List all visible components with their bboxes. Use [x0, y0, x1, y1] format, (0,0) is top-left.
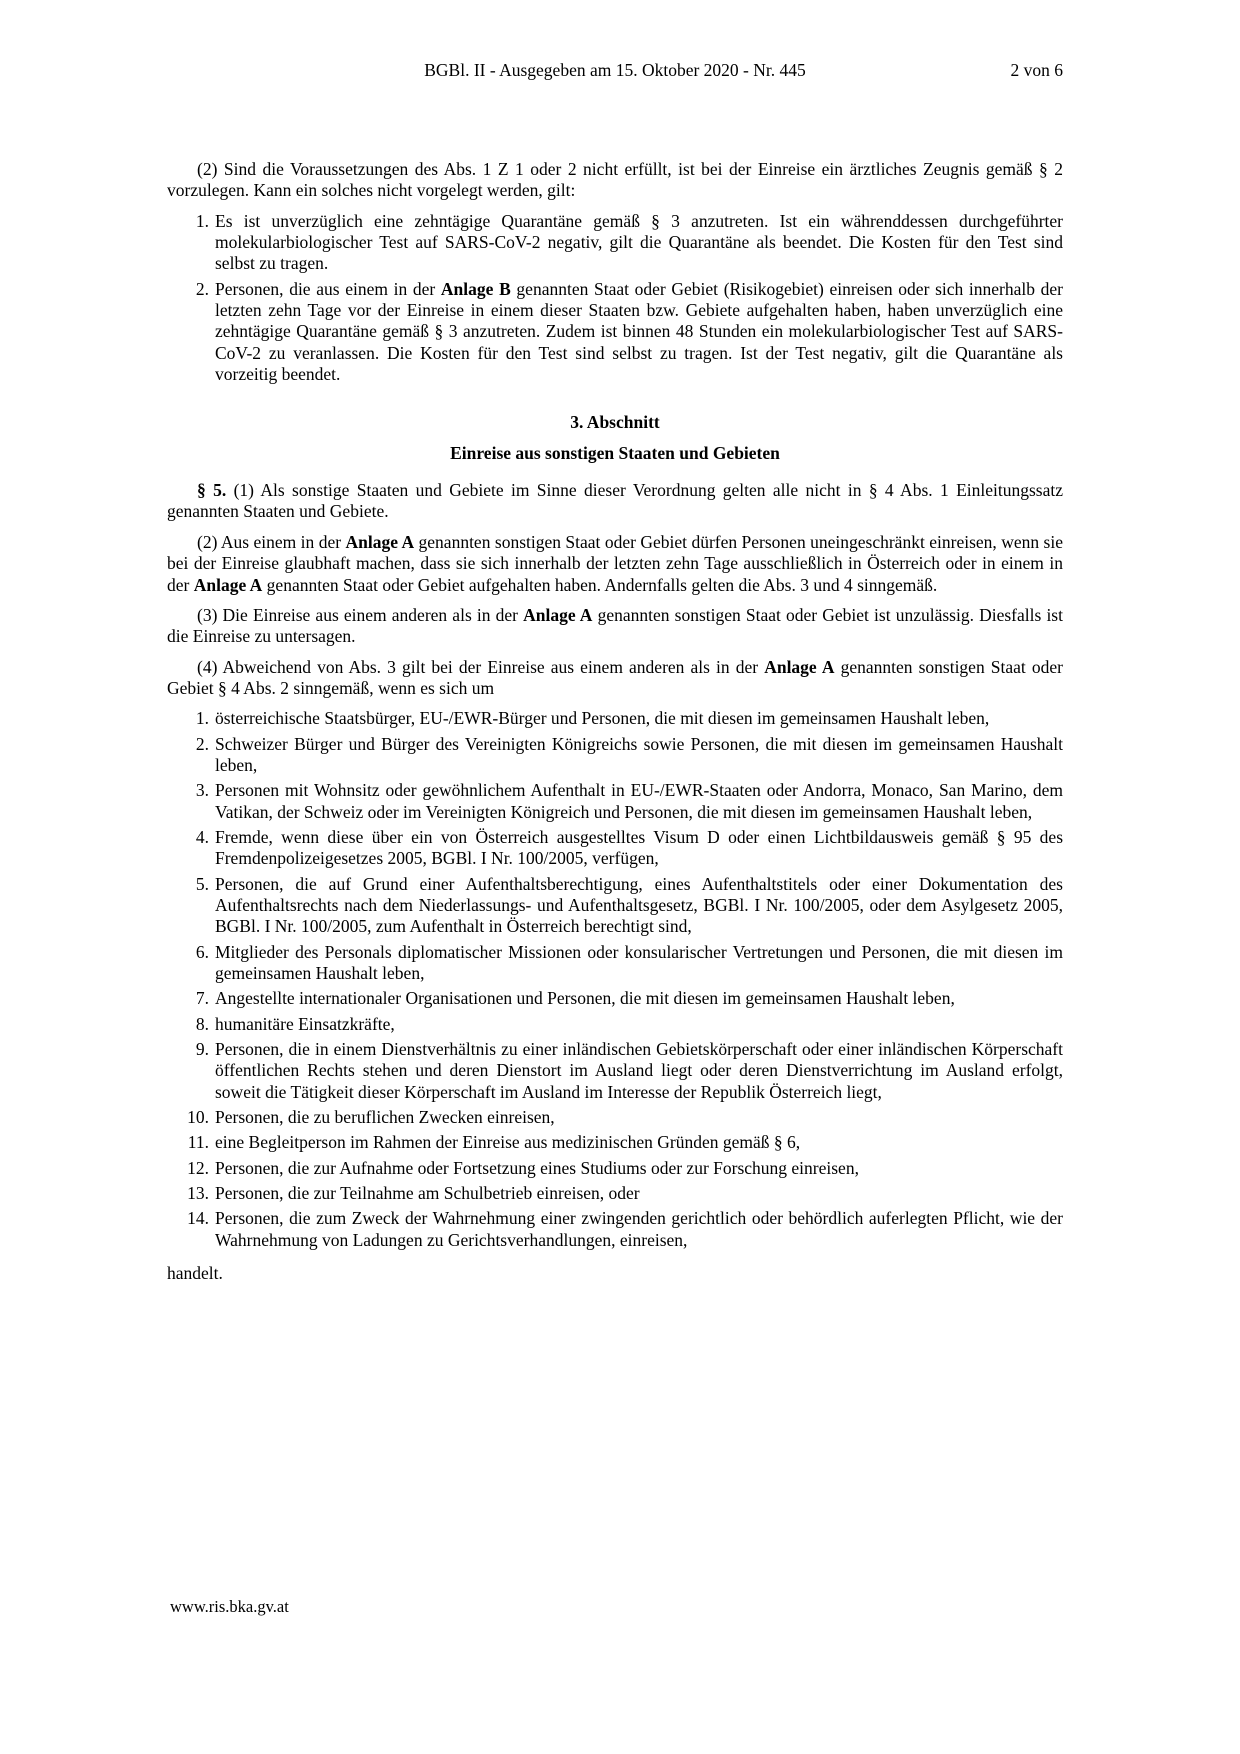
text-run: eine Begleitperson im Rahmen der Einreise aus medizinischen Gründen gemäß § 6,: [215, 1132, 801, 1153]
text-run: Personen, die in einem Dienstverhältnis zu einer inländischen Gebietskörperschaft oder einer inländischen Körperschaft öffentlichen Rechts stehen und deren Dienstort im Ausland liegt oder deren Dienstverrichtung im Ausland erfolgt, soweit die Tätigkeit dieser Körperschaft im Ausland im Interesse der Republik Österreich liegt,: [215, 1039, 1063, 1102]
list-item-number: 5.: [195, 873, 209, 894]
list-item-number: 2.: [195, 733, 209, 754]
text-run: (3) Die Einreise aus einem anderen als in der: [197, 604, 524, 625]
text-run: Personen, die zu beruflichen Zwecken einreisen,: [215, 1107, 555, 1128]
bold-text-run: Anlage A: [193, 574, 263, 595]
text-run: genannten sonstigen Staat oder Gebiet dürfen Personen uneingeschränkt einreisen, wenn sie bei der Einreise glaubhaft machen, dass sie sich innerhalb der letzten zehn Tage ausschließlich in Österreich oder in einem in der: [167, 531, 1063, 595]
bold-text-run: Anlage B: [440, 278, 511, 299]
list-item: [167, 942, 1063, 985]
list-item: [167, 211, 1063, 275]
text-run: genannten Staat oder Gebiet aufgehalten haben. Andernfalls gelten die Abs. 3 und 4 sinngemäß.: [262, 574, 938, 595]
text-run: österreichische Staatsbürger, EU-/EWR-Bürger und Personen, die mit diesen im gemeinsamen Haushalt leben,: [215, 708, 990, 729]
page-number-indicator: 2 von 6: [1010, 60, 1063, 80]
list-item-text: [215, 827, 1063, 870]
text-run: genannten sonstigen Staat oder Gebiet § 4 Abs. 2 sinngemäß, wenn es sich um: [167, 656, 1063, 698]
list-item-text: [215, 1183, 1063, 1204]
bold-text-run: § 5.: [197, 480, 227, 501]
list-item: [167, 1158, 1063, 1179]
list-item-text: [215, 1014, 1063, 1035]
text-run: Angestellte internationaler Organisationen und Personen, die mit diesen im gemeinsamen Haushalt leben,: [215, 988, 955, 1009]
text-run: Fremde, wenn diese über ein von Österreich ausgestelltes Visum D oder einen Lichtbildausweis gemäß § 95 des Fremdenpolizeigesetzes 2005, BGBl. I Nr. 100/2005, verfügen,: [215, 826, 1063, 869]
ordered-list: [167, 708, 1063, 1251]
footer-url: www.ris.bka.gv.at: [170, 1597, 289, 1616]
list-item: [167, 1208, 1063, 1251]
list-item: [167, 708, 1063, 729]
list-item: [167, 1107, 1063, 1128]
text-run: (1) Als sonstige Staaten und Gebiete im Sinne dieser Verordnung gelten alle nicht in § 4 Abs. 1 Einleitungssatz genannten Staaten und Gebiete.: [167, 480, 1063, 522]
page-header: [167, 60, 1063, 84]
bold-text-run: Anlage A: [523, 604, 593, 625]
text-run: genannten Staat oder Gebiet (Risikogebiet) einreisen oder sich innerhalb der letzten zehn Tage vor der Einreise in einem dieser Staaten bzw. Gebiete aufgehalten haben, haben unverzüglich eine zehntägige Quarantäne gemäß § 3 anzutreten. Zudem ist binnen 48 Stunden ein molekularbiologischer Test auf SARS-CoV-2 zu veranlassen. Die Kosten für den Test sind selbst zu tragen. Ist der Test negativ, gilt die Quarantäne als vorzeitig beendet.: [215, 278, 1064, 385]
paragraph: [167, 159, 1063, 202]
list-item-number: 9.: [195, 1039, 209, 1060]
list-item-text: [215, 1132, 1063, 1153]
section-number-heading: 3. Abschnitt: [570, 412, 660, 433]
list-item: [167, 988, 1063, 1009]
list-item-number: 1.: [195, 210, 209, 231]
paragraph: [167, 605, 1063, 648]
list-item-text: [215, 874, 1063, 938]
list-item-text: [215, 1208, 1063, 1251]
list-item-number: 6.: [195, 941, 209, 962]
closing-word: [167, 1263, 1063, 1284]
list-item: [167, 827, 1063, 870]
list-item-text: [215, 1039, 1063, 1103]
page-footer: [170, 1597, 289, 1617]
list-item-text: [215, 988, 1063, 1009]
text-run: Personen mit Wohnsitz oder gewöhnlichem Aufenthalt in EU-/EWR-Staaten oder Andorra, Monaco, San Marino, dem Vatikan, der Schweiz oder im Vereinigten Königreich und Personen, die mit diesen im gemeinsamen Haushalt leben,: [215, 780, 1063, 822]
text-run: genannten sonstigen Staat oder Gebiet ist unzulässig. Diesfalls ist die Einreise zu untersagen.: [167, 604, 1063, 647]
list-item-text: [215, 1107, 1063, 1128]
list-item-text: [215, 780, 1063, 823]
text-run: (2) Sind die Voraussetzungen des Abs. 1 Z 1 oder 2 nicht erfüllt, ist bei der Einreise ein ärztliches Zeugnis gemäß § 2 vorzulegen. Kann ein solches nicht vorgelegt werden, gilt:: [167, 159, 1063, 201]
text-run: Personen, die auf Grund einer Aufenthaltsberechtigung, eines Aufenthaltstitels oder einer Dokumentation des Aufenthaltsrechts nach dem Niederlassungs- und Aufenthaltsgesetz, BGBl. I Nr. 100/2005, oder dem Asylgesetz 2005, BGBl. I Nr. 100/2005, zum Aufenthalt in Österreich berechtigt sind,: [215, 873, 1063, 937]
list-item-text: [215, 211, 1063, 275]
list-item: [167, 1132, 1063, 1153]
list-item-number: 12.: [187, 1157, 209, 1178]
list-item: [167, 734, 1063, 777]
list-item-number: 10.: [187, 1107, 209, 1128]
text-run: Personen, die zum Zweck der Wahrnehmung einer zwingenden gerichtlich oder behördlich auferlegten Pflicht, wie der Wahrnehmung von Ladungen zu Gerichtsverhandlungen, einreisen,: [215, 1208, 1063, 1250]
text-run: handelt.: [167, 1263, 223, 1284]
text-run: Personen, die zur Aufnahme oder Fortsetzung eines Studiums oder zur Forschung einreisen,: [215, 1157, 859, 1178]
list-item-number: 4.: [195, 826, 209, 847]
text-run: Personen, die aus einem in der: [215, 278, 441, 299]
list-item: [167, 1014, 1063, 1035]
header-title: BGBl. II - Ausgegeben am 15. Oktober 2020 - Nr. 445: [424, 60, 806, 80]
paragraph: [167, 480, 1063, 523]
list-item-number: 11.: [187, 1132, 209, 1153]
text-run: (2) Aus einem in der: [197, 531, 346, 552]
document-body: [167, 150, 1063, 1293]
list-item-number: 2.: [195, 278, 209, 299]
section-title: Einreise aus sonstigen Staaten und Gebieten: [450, 442, 780, 463]
list-item-number: 8.: [195, 1013, 209, 1034]
list-item-number: 14.: [187, 1208, 209, 1229]
list-item: [167, 279, 1063, 386]
paragraph: [167, 532, 1063, 596]
list-item-text: [215, 734, 1063, 777]
list-item: [167, 1039, 1063, 1103]
list-item: [167, 780, 1063, 823]
list-item-text: [215, 1158, 1063, 1179]
text-run: (4) Abweichend von Abs. 3 gilt bei der Einreise aus einem anderen als in der: [197, 656, 765, 677]
paragraph: [167, 657, 1063, 700]
text-run: Schweizer Bürger und Bürger des Vereinigten Königreichs sowie Personen, die mit diesen im gemeinsamen Haushalt leben,: [215, 733, 1063, 775]
text-run: Mitglieder des Personals diplomatischer Missionen oder konsularischer Vertretungen und Personen, die mit diesen im gemeinsamen Haushalt leben,: [215, 941, 1063, 983]
list-item: [167, 874, 1063, 938]
list-item-number: 7.: [195, 988, 209, 1009]
list-item-number: 13.: [187, 1183, 209, 1204]
list-item-text: [215, 942, 1063, 985]
list-item-number: 1.: [195, 708, 209, 729]
text-run: Es ist unverzüglich eine zehntägige Quarantäne gemäß § 3 anzutreten. Ist ein währenddessen durchgeführter molekularbiologischer Test auf SARS-CoV-2 negativ, gilt die Quarantäne als beendet. Die Kosten für den Test sind selbst zu tragen.: [215, 210, 1063, 274]
list-item-number: 3.: [195, 780, 209, 801]
bold-text-run: Anlage A: [764, 656, 835, 677]
bold-text-run: Anlage A: [345, 531, 415, 552]
list-item-text: [215, 279, 1063, 386]
ordered-list: [167, 211, 1063, 386]
list-item-text: [215, 708, 1063, 729]
text-run: humanitäre Einsatzkräfte,: [215, 1013, 395, 1034]
text-run: Personen, die zur Teilnahme am Schulbetrieb einreisen, oder: [215, 1183, 640, 1204]
list-item: [167, 1183, 1063, 1204]
